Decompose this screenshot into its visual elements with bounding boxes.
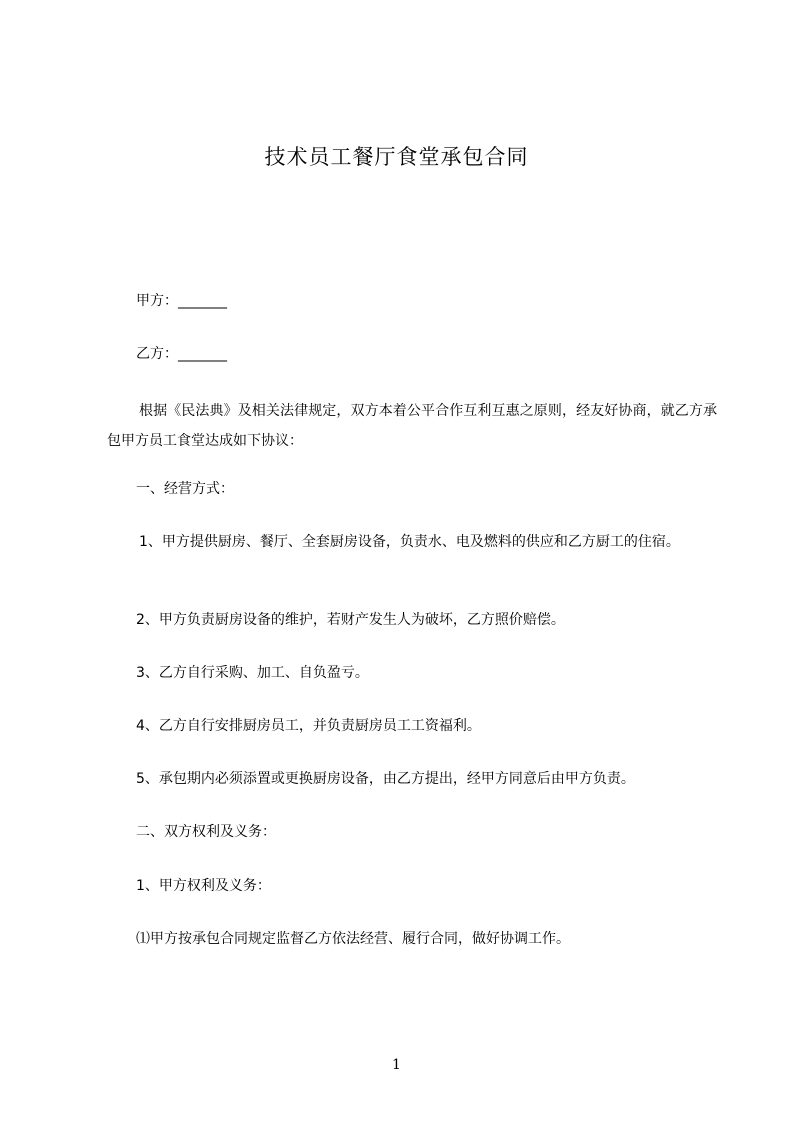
section-1-item-4: 4、乙方自行安排厨房员工，并负责厨房员工工资福利。 <box>136 718 481 734</box>
section-1-item-5: 5、承包期内必须添置或更换厨房设备，由乙方提出，经甲方同意后由甲方负责。 <box>136 771 635 787</box>
section-1-item-3: 3、乙方自行采购、加工、自负盈亏。 <box>136 665 369 681</box>
section-2-item-1: ⑴甲方按承包合同规定监督乙方依法经营、履行合同，做好协调工作。 <box>136 931 570 947</box>
document-title: 技术员工餐厅食堂承包合同 <box>264 145 529 169</box>
section-1-item-2: 2、甲方负责厨房设备的维护，若财产发生人为破坏，乙方照价赔偿。 <box>136 612 565 628</box>
section-2-heading: 二、双方权利及义务： <box>136 824 276 840</box>
party-b-line: 乙方：_______ <box>136 346 227 362</box>
section-1-item-1: 1、甲方提供厨房、餐厅、全套厨房设备，负责水、电及燃料的供应和乙方厨工的住宿。 <box>139 534 680 550</box>
page-number: 1 <box>392 1057 401 1073</box>
section-2-sub-heading: 1、甲方权利及义务： <box>136 878 271 894</box>
preamble-paragraph: 根据《民法典》及相关法律规定，双方本着公平合作互利互惠之原则，经友好协商，就乙方承包甲方员工食堂达成如下协议： <box>107 403 717 449</box>
section-1-heading: 一、经营方式： <box>136 481 234 497</box>
party-a-line: 甲方：_______ <box>136 293 227 309</box>
